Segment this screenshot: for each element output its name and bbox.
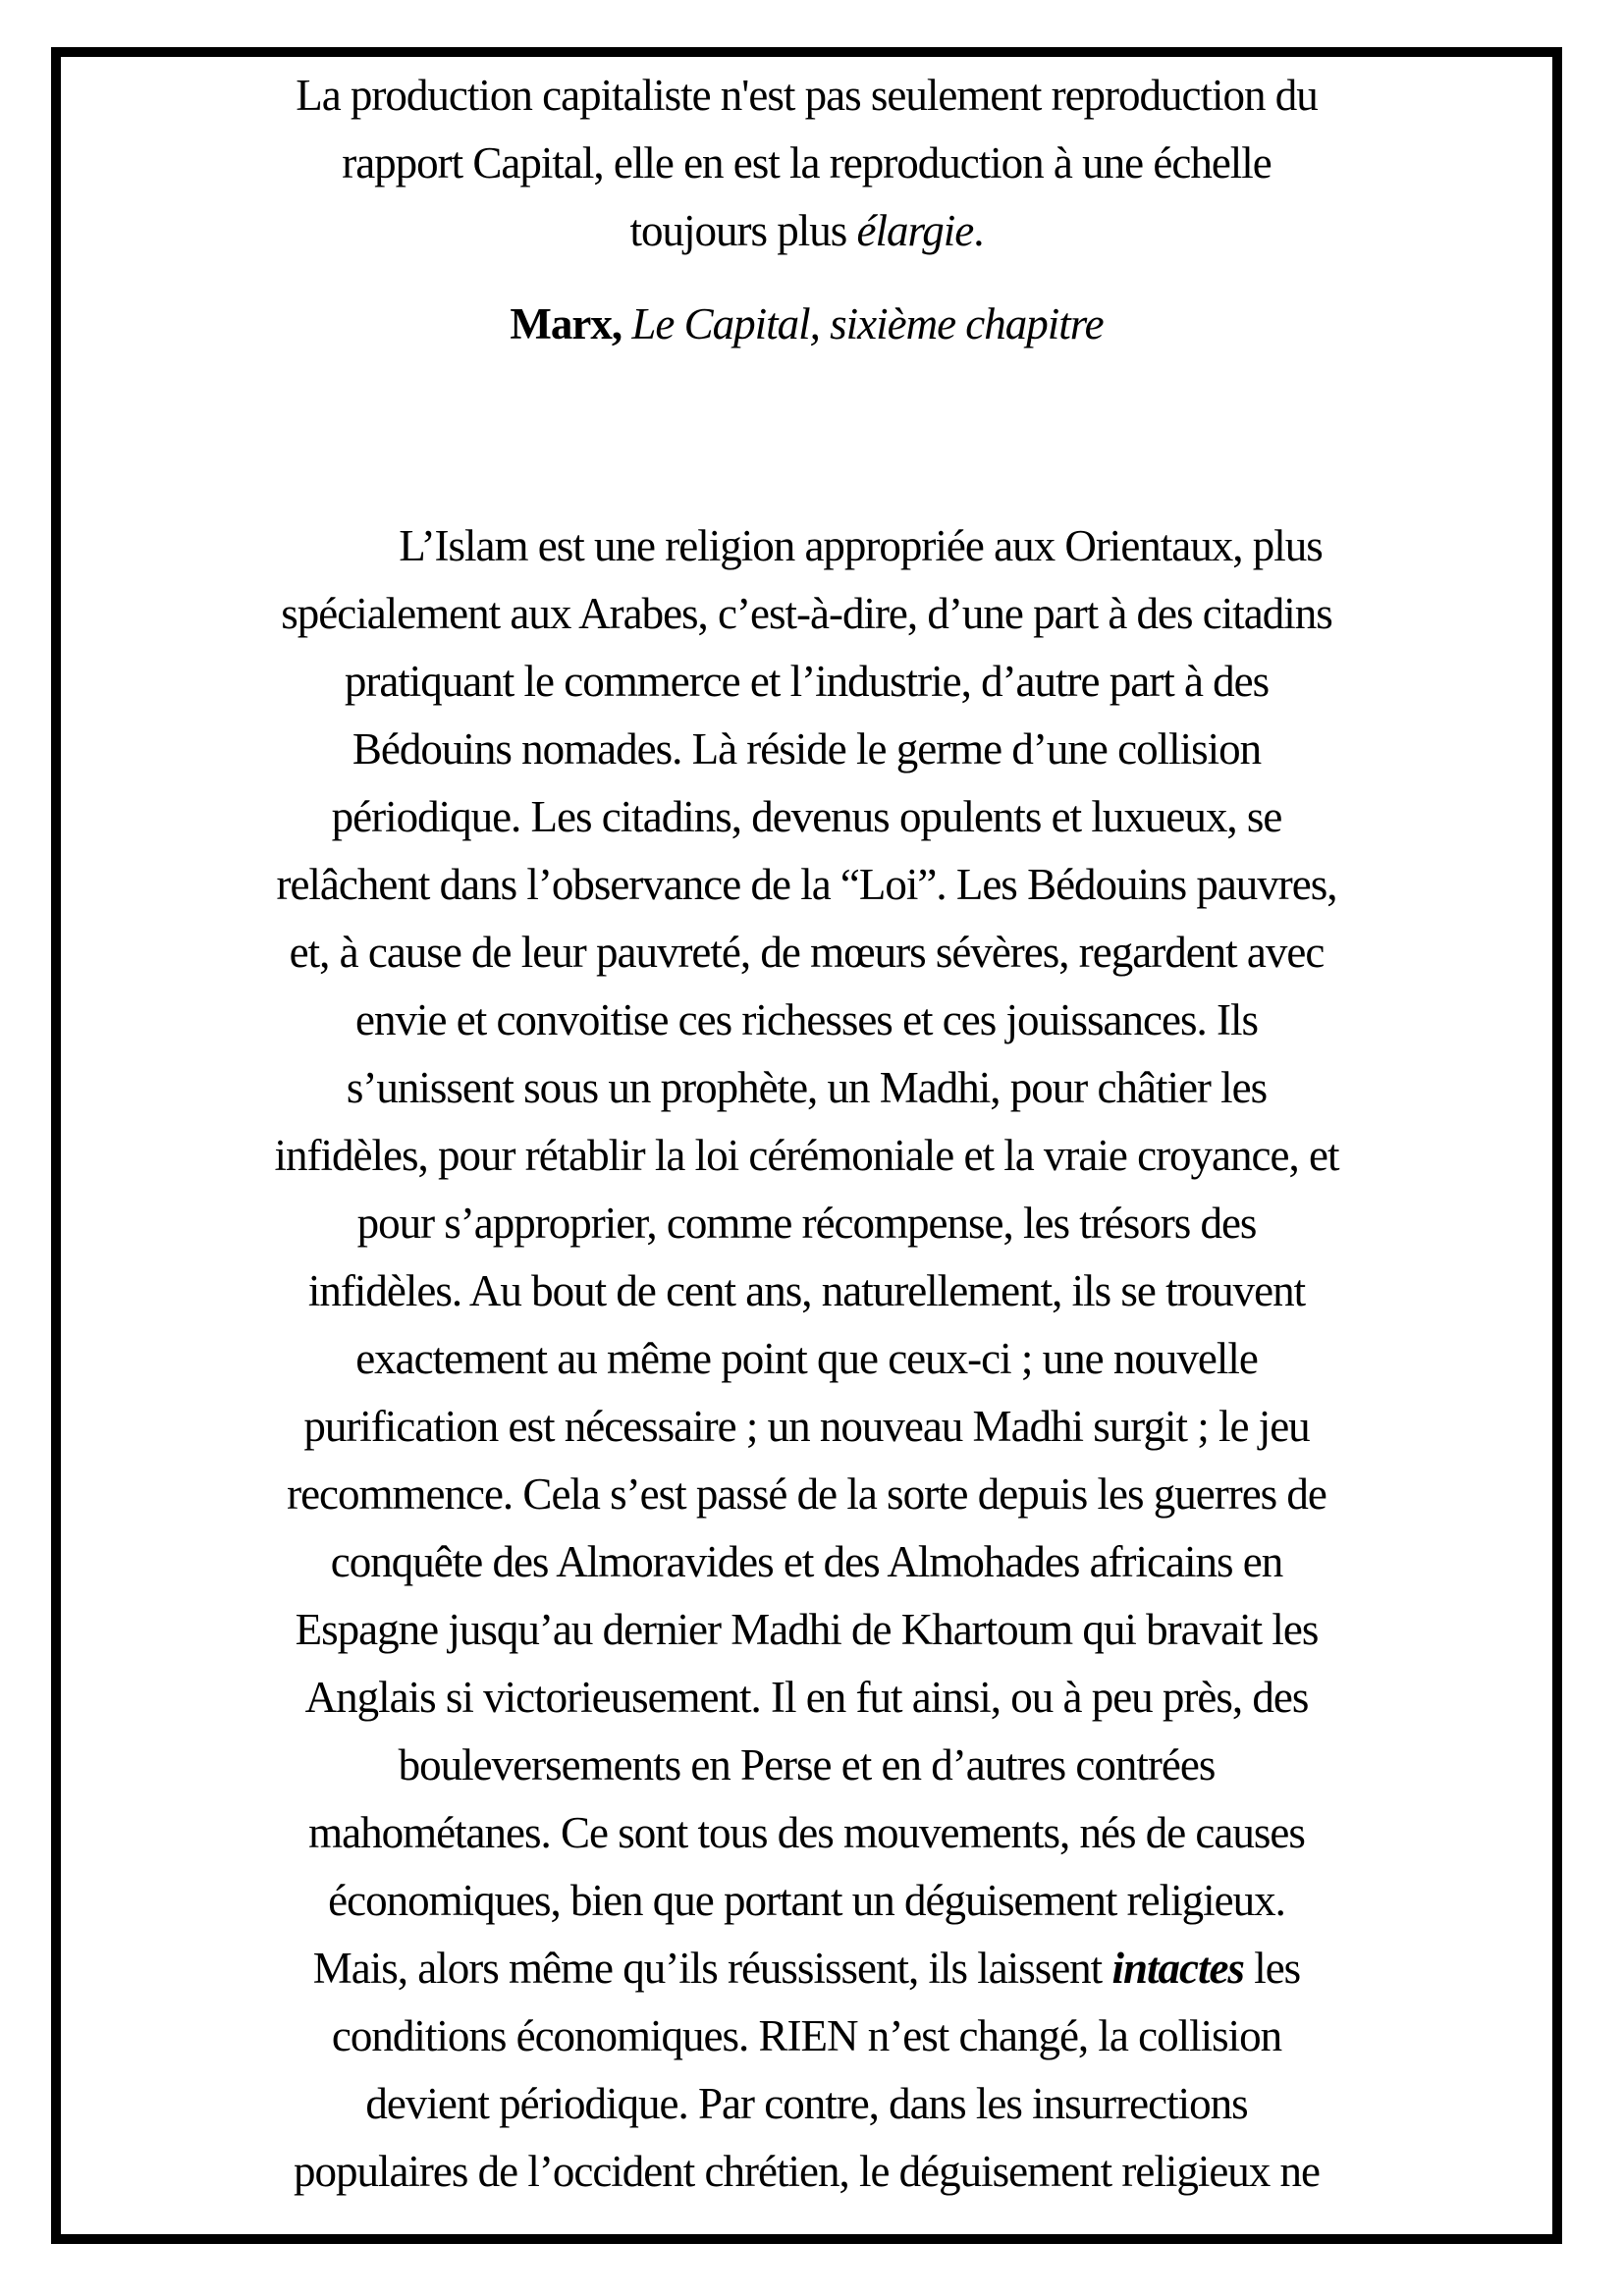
text-line <box>73 1122 1541 1190</box>
text-line <box>73 716 1541 783</box>
text-segment: conditions économiques. RIEN n’est changé, la collision <box>331 2011 1282 2060</box>
text-segment: mahométanes. Ce sont tous des mouvements, nés de causes <box>308 1808 1305 1857</box>
text-segment: s’unissent sous un prophète, un Madhi, pour châtier les <box>346 1063 1268 1112</box>
text-segment: spécialement aux Arabes, c’est-à-dire, d’une part à des citadins <box>281 589 1332 638</box>
text-line <box>73 1325 1541 1393</box>
text-segment: Marx, <box>510 299 623 348</box>
text-segment: économiques, bien que portant un déguisement religieux. <box>328 1876 1285 1925</box>
text-line <box>73 1461 1541 1528</box>
text-segment: intactes <box>1111 1944 1244 1993</box>
text-line <box>73 1054 1541 1122</box>
text-segment: et, à cause de leur pauvreté, de mœurs sévères, regardent avec <box>289 928 1325 977</box>
epigraph <box>73 62 1541 265</box>
text-segment: devient périodique. Par contre, dans les insurrections <box>365 2079 1248 2128</box>
text-line <box>73 1664 1541 1732</box>
text-segment: purification est nécessaire ; un nouveau Madhi surgit ; le jeu <box>303 1402 1310 1451</box>
text-segment: relâchent dans l’observance de la “Loi”. Les Bédouins pauvres, <box>276 860 1337 909</box>
text-segment: pour s’approprier, comme récompense, les trésors des <box>356 1199 1257 1248</box>
text-line <box>73 1799 1541 1867</box>
text-segment: Mais, alors même qu’ils réussissent, ils laissent <box>312 1944 1112 1993</box>
text-segment: Espagne jusqu’au dernier Madhi de Khartoum qui bravait les <box>295 1605 1319 1654</box>
text-segment: les <box>1243 1944 1301 1993</box>
page-frame <box>51 47 1562 2244</box>
text-segment: infidèles. Au bout de cent ans, naturellement, ils se trouvent <box>307 1266 1306 1315</box>
text-line <box>73 2070 1541 2138</box>
text-line <box>73 919 1541 987</box>
text-line <box>73 512 1541 580</box>
text-segment: toujours plus <box>629 206 857 255</box>
attribution-line <box>73 291 1541 358</box>
text-segment: populaires de l’occident chrétien, le déguisement religieux ne <box>293 2147 1321 2196</box>
text-segment: Anglais si victorieusement. Il en fut ainsi, ou à peu près, des <box>304 1673 1309 1722</box>
text-line <box>73 130 1541 197</box>
text-segment: recommence. Cela s’est passé de la sorte depuis les guerres de <box>287 1469 1326 1519</box>
text-line <box>73 1596 1541 1664</box>
text-segment: périodique. Les citadins, devenus opulents et luxueux, se <box>331 792 1282 841</box>
text-line <box>73 1732 1541 1799</box>
text-segment <box>622 299 631 348</box>
text-line <box>73 2002 1541 2070</box>
text-segment: Le Capital, sixième chapitre <box>631 299 1104 348</box>
text-segment: pratiquant le commerce et l’industrie, d’autre part à des <box>344 657 1270 706</box>
text-line <box>73 1393 1541 1461</box>
text-line <box>73 62 1541 130</box>
text-line <box>73 851 1541 919</box>
text-line <box>73 648 1541 716</box>
text-line <box>73 580 1541 648</box>
text-segment: L’Islam est une religion appropriée aux Orientaux, plus <box>399 521 1323 570</box>
text-segment: infidèles, pour rétablir la loi cérémoniale et la vraie croyance, et <box>274 1131 1339 1180</box>
text-segment: La production capitaliste n'est pas seulement reproduction du <box>296 71 1318 120</box>
text-segment: . <box>973 206 984 255</box>
text-line <box>73 1935 1541 2002</box>
body-paragraph <box>73 512 1541 2206</box>
text-segment: exactement au même point que ceux-ci ; une nouvelle <box>355 1334 1258 1383</box>
text-line <box>73 197 1541 265</box>
text-line <box>73 1257 1541 1325</box>
text-segment: Bédouins nomades. Là réside le germe d’une collision <box>352 724 1262 774</box>
text-line <box>73 1528 1541 1596</box>
text-segment: rapport Capital, elle en est la reproduction à une échelle <box>342 138 1272 187</box>
text-line <box>73 1190 1541 1257</box>
text-segment: conquête des Almoravides et des Almohades africains en <box>330 1537 1283 1586</box>
text-segment: bouleversements en Perse et en d’autres contrées <box>398 1740 1216 1789</box>
text-segment: élargie <box>856 206 974 255</box>
text-line <box>73 987 1541 1054</box>
text-line <box>73 783 1541 851</box>
text-line <box>73 1867 1541 1935</box>
text-segment: envie et convoitise ces richesses et ces jouissances. Ils <box>355 995 1258 1044</box>
text-line <box>73 2138 1541 2206</box>
